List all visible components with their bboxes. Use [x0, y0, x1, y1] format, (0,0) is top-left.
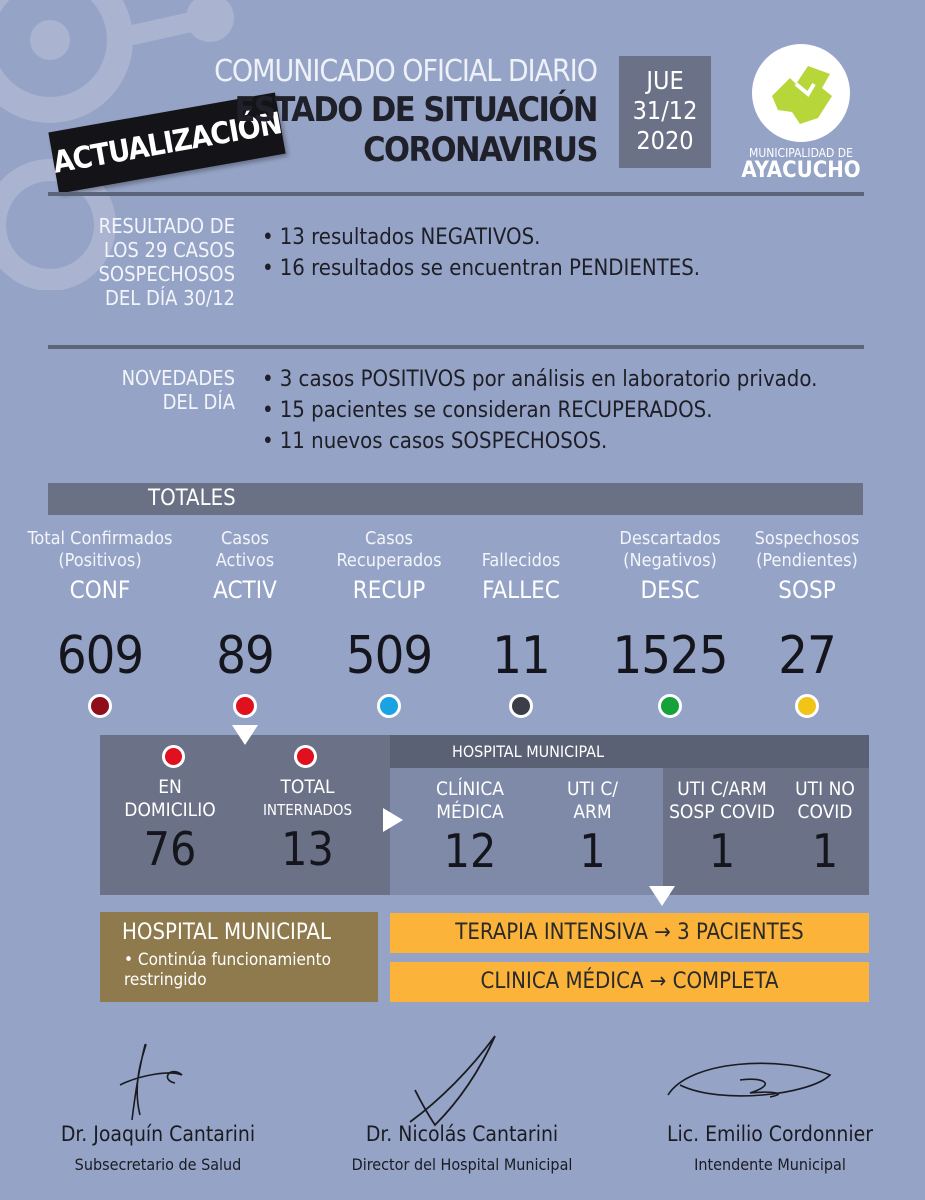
column-code: CONF — [69, 576, 131, 604]
cell-label: COVID — [797, 801, 853, 823]
actualizacion-badge: ACTUALIZACIÓN — [48, 93, 285, 194]
header-title-2: CORONAVIRUS — [363, 130, 597, 170]
signature-2 — [400, 1030, 510, 1130]
arrow-down-icon — [232, 725, 258, 745]
hospital-title: HOSPITAL MUNICIPAL — [452, 742, 604, 761]
column-label-line: Total Confirmados — [27, 528, 173, 549]
clinica-medica-cell — [410, 778, 530, 878]
header-subtitle: COMUNICADO OFICIAL DIARIO — [214, 54, 597, 89]
column-value: 27 — [778, 626, 836, 686]
signature-name: Dr. Joaquín Cantarini — [60, 1122, 256, 1146]
list-item: • 11 nuevos casos SOSPECHOSOS. — [262, 426, 817, 457]
column-label-line: Fallecidos — [481, 550, 561, 571]
column-label-line: Sospechosos — [754, 528, 860, 549]
cell-value: 76 — [143, 822, 197, 876]
logo-circle — [752, 44, 850, 142]
column-code: ACTIV — [213, 576, 277, 604]
resultados-label-line: SOSPECHOSOS — [98, 262, 235, 286]
internados-cell — [245, 776, 370, 876]
totales-bar — [48, 483, 863, 515]
uti-no-covid-cell — [785, 778, 865, 878]
column-label-line: Casos — [220, 528, 269, 549]
notice-title: HOSPITAL MUNICIPAL — [122, 920, 331, 945]
hospital-notice — [100, 912, 378, 1002]
status-dot-icon — [377, 694, 401, 718]
divider — [48, 345, 864, 349]
list-item: • 15 pacientes se consideran RECUPERADOS. — [262, 395, 817, 426]
column-value: 509 — [345, 626, 433, 686]
uti-sosp-covid-cell — [664, 778, 780, 878]
list-item: • 16 resultados se encuentran PENDIENTES. — [262, 253, 700, 284]
uti-arm-cell — [545, 778, 640, 878]
cell-label: UTI C/ — [566, 778, 619, 800]
date-daymonth: 31/12 — [632, 96, 698, 125]
signature-role: Intendente Municipal — [694, 1155, 846, 1174]
cell-value: 12 — [443, 824, 497, 878]
logo-text-bottom: AYACUCHO — [741, 158, 861, 183]
cell-value: 1 — [708, 824, 736, 878]
resultados-label-line: DEL DÍA 30/12 — [105, 286, 235, 310]
list-item: • 3 casos POSITIVOS por análisis en laboratorio privado. — [262, 364, 817, 395]
hospital-header — [390, 735, 869, 768]
signature-3 — [660, 1055, 840, 1115]
column-label-line: Recuperados — [336, 550, 442, 571]
column-code: FALLEC — [482, 576, 560, 604]
column-code: DESC — [640, 576, 700, 604]
signature-name: Dr. Nicolás Cantarini — [365, 1122, 559, 1146]
novedades-label-line: DEL DÍA — [162, 390, 235, 414]
column-label-line: (Positivos) — [58, 550, 142, 571]
divider — [48, 192, 864, 196]
logo-text-top: MUNICIPALIDAD DE — [749, 146, 853, 160]
status-dot-icon — [294, 745, 317, 768]
signature-1 — [110, 1035, 200, 1125]
arrow-down-icon — [649, 886, 675, 906]
cell-label: EN — [158, 776, 182, 798]
signature-role: Director del Hospital Municipal — [351, 1155, 573, 1174]
cell-label: MÉDICA — [436, 801, 504, 823]
clinica-medica-status: CLINICA MÉDICA → COMPLETA — [390, 962, 869, 1002]
arrow-right-icon — [383, 808, 403, 832]
status-dot-icon — [162, 745, 185, 768]
novedades-label-line: NOVEDADES — [121, 366, 235, 390]
date-year: 2020 — [636, 126, 694, 155]
notice-text-body: Continúa funcionamiento restringido — [124, 950, 331, 990]
cell-label: UTI C/ARM — [677, 778, 767, 800]
column-value: 11 — [492, 626, 550, 686]
column-label-line: Descartados — [619, 528, 721, 549]
column-label-line: Casos — [364, 528, 413, 549]
column-label — [722, 528, 892, 572]
total-column-sosp — [722, 528, 892, 718]
date-day: JUE — [646, 66, 684, 95]
column-label — [436, 528, 606, 572]
status-dot-icon — [509, 694, 533, 718]
logo-mark-icon — [752, 44, 850, 142]
column-value: 1525 — [612, 626, 728, 686]
column-label-line: (Pendientes) — [756, 550, 858, 571]
resultados-label — [60, 214, 235, 310]
signature-role: Subsecretario de Salud — [74, 1155, 242, 1174]
resultados-label-line: RESULTADO DE — [98, 214, 235, 238]
terapia-intensiva-status: TERAPIA INTENSIVA → 3 PACIENTES — [390, 913, 869, 953]
resultados-label-line: LOS 29 CASOS — [103, 238, 235, 262]
header-title: ESTADO DE SITUACIÓN — [234, 90, 597, 130]
signature-name: Lic. Emilio Cordonnier — [666, 1122, 874, 1146]
status-dot-icon — [795, 694, 819, 718]
column-value: 89 — [216, 626, 274, 686]
status-dot-icon — [658, 694, 682, 718]
totales-title: TOTALES — [148, 486, 236, 511]
municipality-logo — [726, 44, 876, 182]
domicilio-cell — [105, 776, 235, 876]
cell-label: ARM — [573, 801, 612, 823]
column-code: RECUP — [352, 576, 426, 604]
cell-value: 13 — [281, 822, 334, 876]
notice-text: • Continúa funcionamiento restringido — [124, 950, 331, 990]
novedades-list — [262, 364, 817, 457]
cell-label: UTI NO — [795, 778, 855, 800]
list-item: • 13 resultados NEGATIVOS. — [262, 222, 700, 253]
column-code: SOSP — [778, 576, 836, 604]
cell-label: TOTAL — [280, 776, 335, 798]
status-dot-icon — [233, 694, 257, 718]
cell-value: 1 — [579, 824, 606, 878]
cell-label: SOSP COVID — [669, 801, 775, 823]
date-box — [619, 56, 711, 168]
cell-label: INTERNADOS — [262, 801, 353, 819]
novedades-label — [60, 366, 235, 414]
cell-value: 1 — [811, 824, 839, 878]
total-column-fallec — [436, 528, 606, 718]
column-label-line: (Negativos) — [623, 550, 717, 571]
column-label-line: Activos — [215, 550, 275, 571]
column-value: 609 — [56, 626, 144, 686]
cell-label: CLÍNICA — [436, 778, 504, 800]
cell-label: DOMICILIO — [124, 799, 216, 821]
resultados-list — [262, 222, 700, 284]
status-dot-icon — [88, 694, 112, 718]
